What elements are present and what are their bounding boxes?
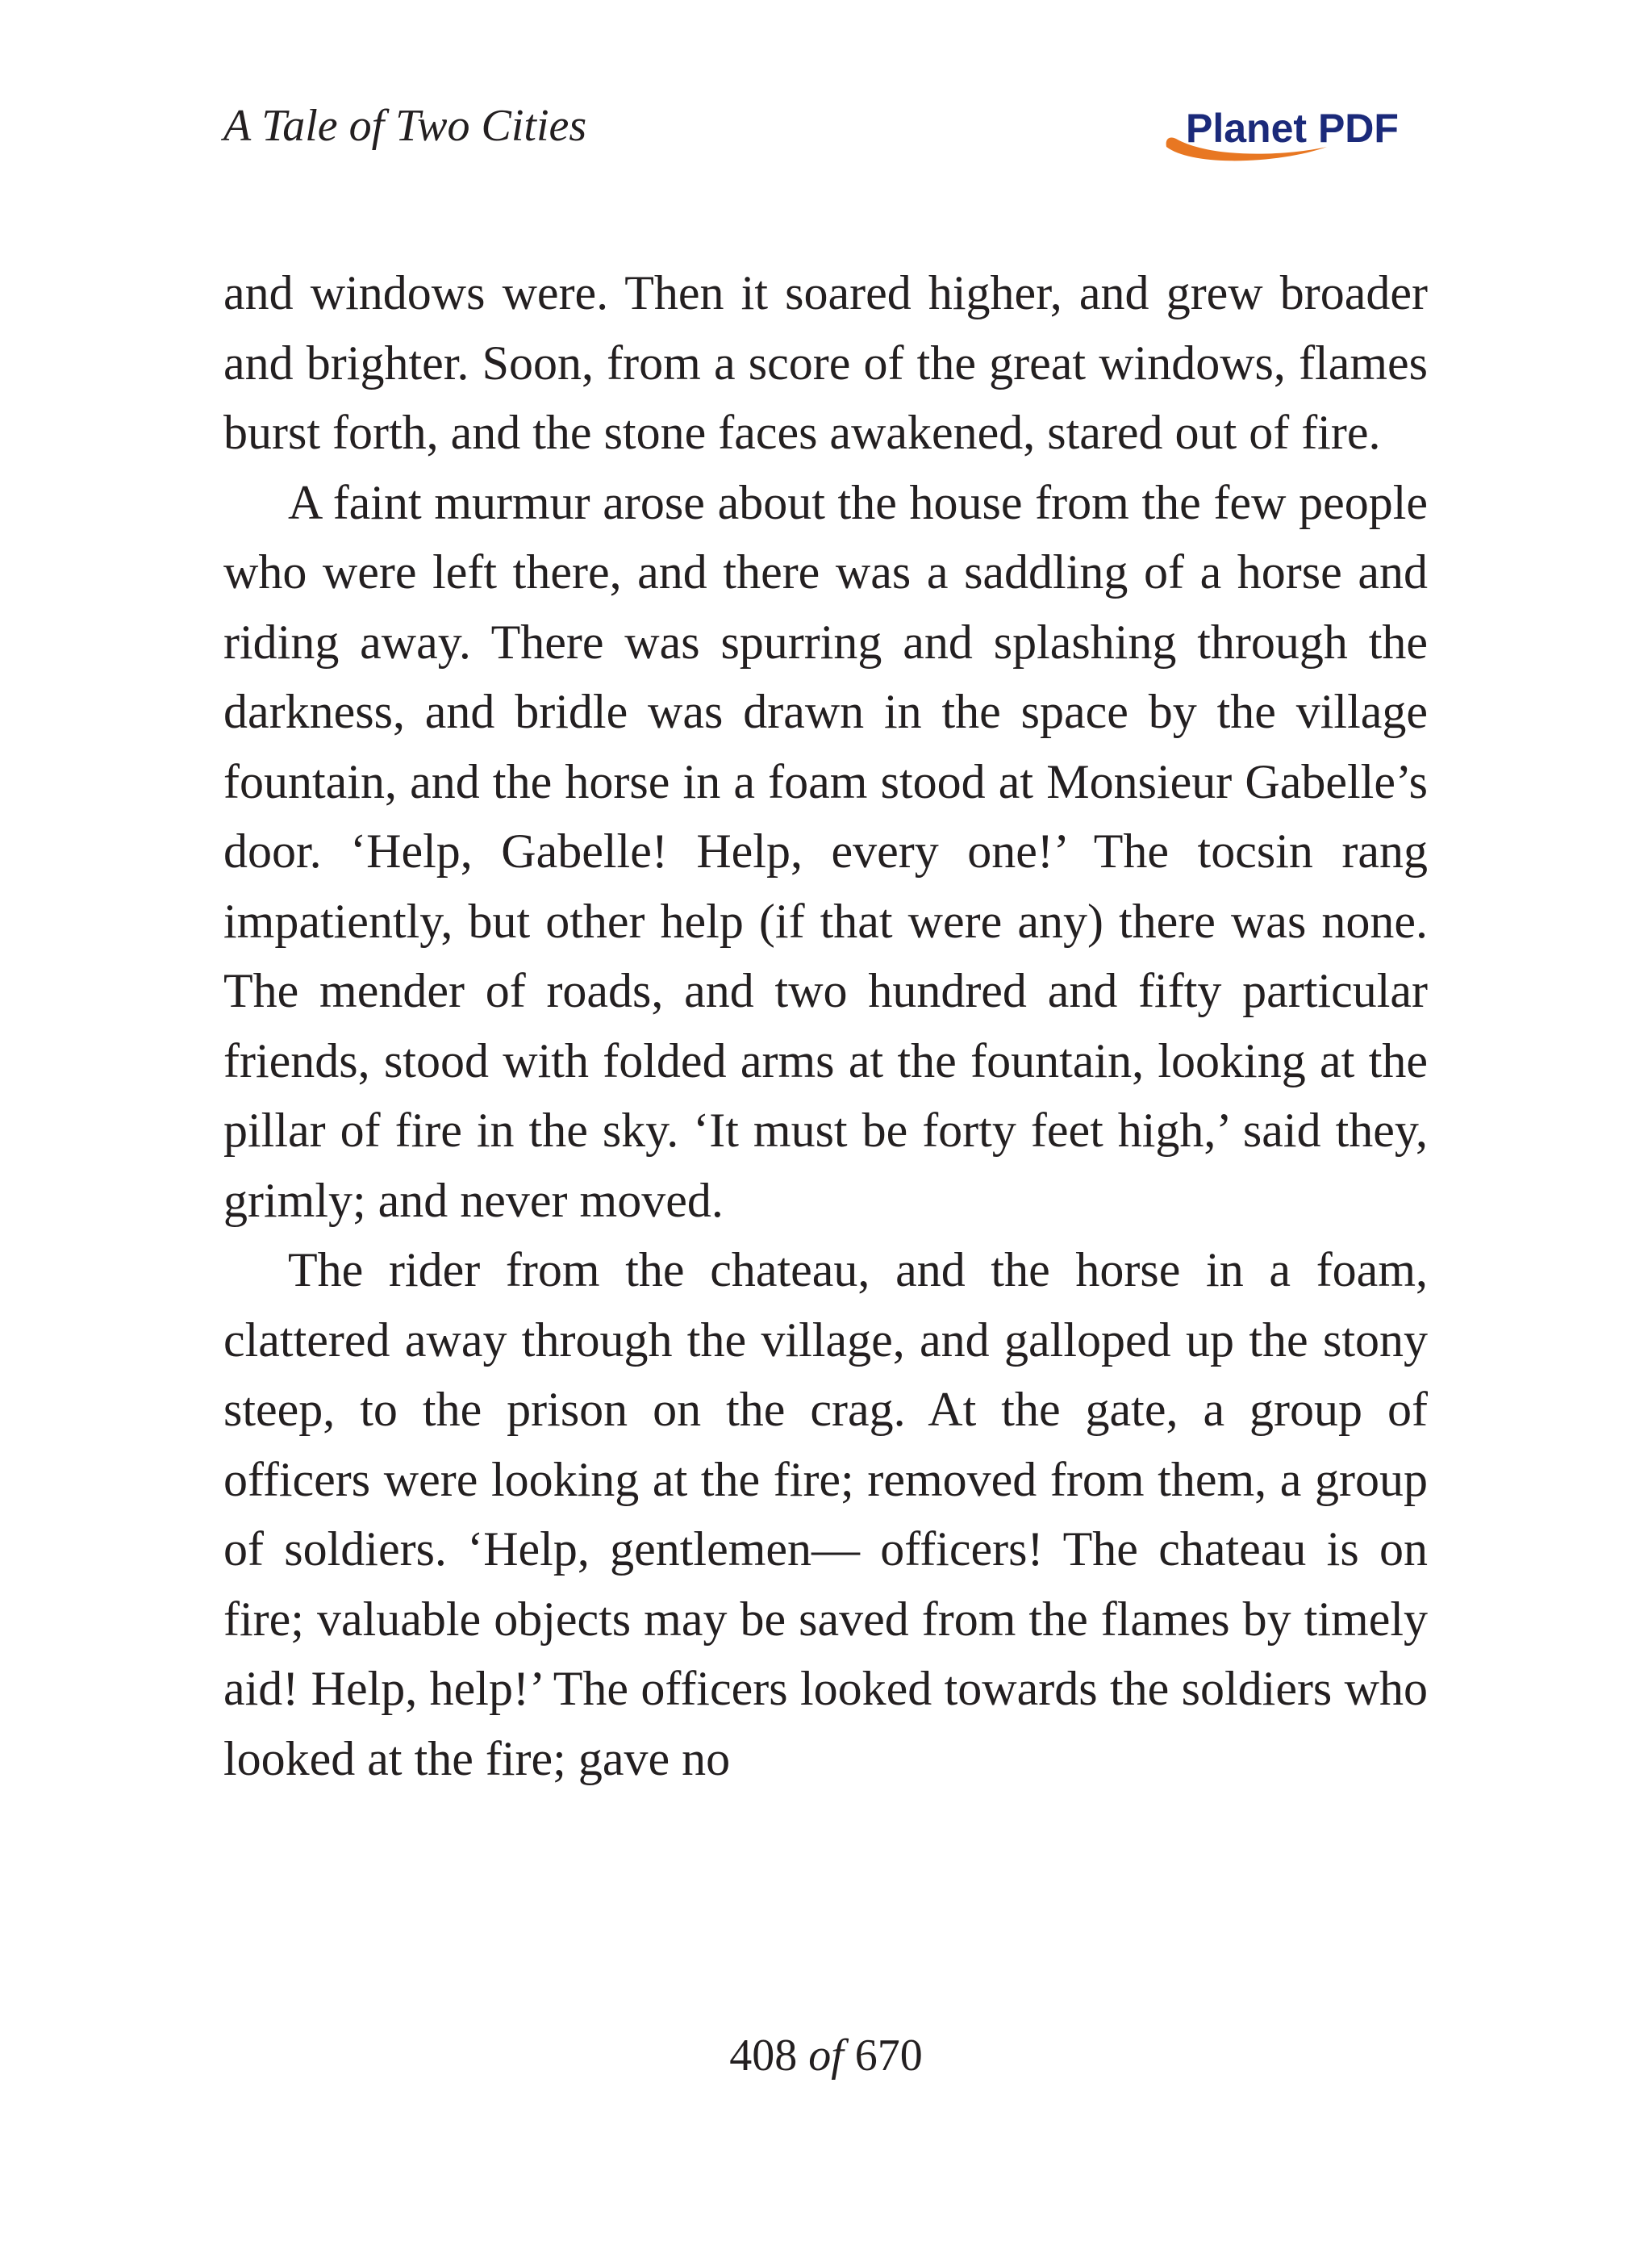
- planet-pdf-logo: [1162, 97, 1428, 169]
- page-body-text: [223, 258, 1428, 1793]
- current-page-number: 408: [729, 2031, 798, 2081]
- paragraph: The rider from the chateau, and the horse in a foam, clattered away through the village, and galloped up the stony steep, to the prison on the crag. At the gate, a group of officers were looking at the fire; removed from them, a group of soldiers. ‘Help, gentlemen— officers! The chateau is on fire; valuable objects may be saved from the flames by timely aid! Help, help!’ The officers looked towards the soldiers who looked at the fire; gave no: [223, 1243, 1428, 1785]
- running-header-title: A Tale of Two Cities: [223, 101, 587, 151]
- logo-text: Planet PDF: [1186, 106, 1399, 151]
- page-number: [0, 2031, 1652, 2081]
- page-of-word: of: [808, 2031, 844, 2081]
- total-page-count: 670: [854, 2031, 923, 2081]
- paragraph: A faint murmur arose about the house from the few people who were left there, and there was a saddling of a horse and riding away. There was spurring and splashing through the darkness, and bridle was drawn in the space by the village fountain, and the horse in a foam stood at Monsieur Gabelle’s door. ‘Help, Gabelle! Help, every one!’ The tocsin rang impatiently, but other help (if that were any) there was none. The mender of roads, and two hundred and fifty particular friends, stood with folded arms at the fountain, looking at the pillar of fire in the sky. ‘It must be forty feet high,’ said they, grimly; and never moved.: [223, 475, 1428, 1227]
- paragraph: and windows were. Then it soared higher, and grew broader and brighter. Soon, from a score of the great windows, flames burst forth, and the stone faces awakened, stared out of fire.: [223, 266, 1428, 459]
